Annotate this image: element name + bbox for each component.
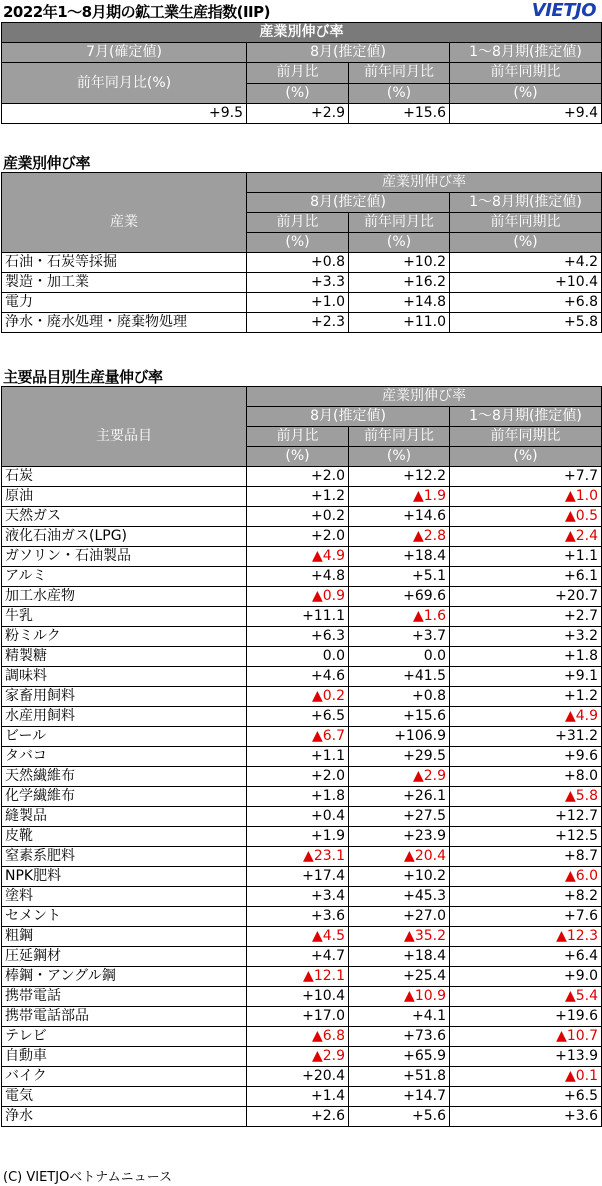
value-mom: +3.4 xyxy=(247,887,349,907)
value-mom: +11.1 xyxy=(247,607,349,627)
summary-table xyxy=(1,22,602,124)
row-name: 棒鋼・アングル鋼 xyxy=(2,967,247,987)
value-yoy: ▲10.9 xyxy=(349,987,450,1007)
value-ytd: ▲0.1 xyxy=(450,1067,602,1087)
pct-label: (%) xyxy=(450,83,602,104)
row-name: 液化石油ガス(LPG) xyxy=(2,527,247,547)
row-name: 携帯電話部品 xyxy=(2,1007,247,1027)
value-mom: +2.6 xyxy=(247,1107,349,1127)
value-ytd: +1.8 xyxy=(450,647,602,667)
value-mom: ▲12.1 xyxy=(247,967,349,987)
row-name: 自動車 xyxy=(2,1047,247,1067)
value-ytd: +7.6 xyxy=(450,907,602,927)
page-title: 2022年1～8月期の鉱工業生産指数(IIP) xyxy=(3,3,270,21)
value-yoy: ▲2.9 xyxy=(349,767,450,787)
value-ytd: +20.7 xyxy=(450,587,602,607)
value-mom: +1.2 xyxy=(247,487,349,507)
row-name: 窒素系肥料 xyxy=(2,847,247,867)
col-ytd: 1～8月期(推定値) xyxy=(450,43,602,63)
value-yoy: +18.4 xyxy=(349,947,450,967)
row-name: 皮靴 xyxy=(2,827,247,847)
value-mom: +4.7 xyxy=(247,947,349,967)
row-name: ビール xyxy=(2,727,247,747)
industry-banner: 産業別伸び率 xyxy=(247,173,602,193)
value-yoy: +23.9 xyxy=(349,827,450,847)
value-yoy: +15.6 xyxy=(349,104,450,124)
value-yoy: +15.6 xyxy=(349,707,450,727)
value-yoy: +4.1 xyxy=(349,1007,450,1027)
row-name: 天然ガス xyxy=(2,507,247,527)
table-row xyxy=(2,1007,602,1027)
value-yoy: +29.5 xyxy=(349,747,450,767)
value-mom: +6.3 xyxy=(247,627,349,647)
row-name: 浄水・廃水処理・廃棄物処理 xyxy=(2,313,247,333)
value-ytd: ▲5.8 xyxy=(450,787,602,807)
col-august: 8月(推定値) xyxy=(247,43,450,63)
value-yoy: +10.2 xyxy=(349,867,450,887)
row-name: 原油 xyxy=(2,487,247,507)
table-row xyxy=(2,887,602,907)
table-row xyxy=(2,707,602,727)
value-yoy: ▲1.9 xyxy=(349,487,450,507)
row-name: 家畜用飼料 xyxy=(2,687,247,707)
value-yoy: +27.5 xyxy=(349,807,450,827)
value-ytd: +3.2 xyxy=(450,627,602,647)
table-row xyxy=(2,1107,602,1127)
col-ytd: 1～8月期(推定値) xyxy=(450,193,602,213)
value-mom: +1.4 xyxy=(247,1087,349,1107)
value-ytd: +10.4 xyxy=(450,273,602,293)
value-ytd: +12.5 xyxy=(450,827,602,847)
table-row xyxy=(2,947,602,967)
table-row xyxy=(2,767,602,787)
col-industry: 産業 xyxy=(2,193,247,253)
summary-banner: 産業別伸び率 xyxy=(2,23,602,43)
items-table xyxy=(1,386,602,1127)
value-yoy: +51.8 xyxy=(349,1067,450,1087)
value-mom: +4.6 xyxy=(247,667,349,687)
table-row xyxy=(2,467,602,487)
row-name: 携帯電話 xyxy=(2,987,247,1007)
value-yoy: +14.6 xyxy=(349,507,450,527)
value-yoy: +10.2 xyxy=(349,253,450,273)
value-mom: +1.0 xyxy=(247,293,349,313)
table-row xyxy=(2,587,602,607)
industry-table xyxy=(1,172,602,333)
value-yoy: +14.7 xyxy=(349,1087,450,1107)
value-mom: +17.4 xyxy=(247,867,349,887)
value-ytd: +8.2 xyxy=(450,887,602,907)
table-row xyxy=(2,1047,602,1067)
value-mom: +1.9 xyxy=(247,827,349,847)
value-yoy: +11.0 xyxy=(349,313,450,333)
row-name: 加工水産物 xyxy=(2,587,247,607)
pct-label: (%) xyxy=(247,447,349,467)
copyright-footer: (C) VIETJOベトナムニュース xyxy=(3,1170,173,1185)
value-ytd: +8.7 xyxy=(450,847,602,867)
row-name: 石炭 xyxy=(2,467,247,487)
value-ytd: +4.2 xyxy=(450,253,602,273)
row-name: NPK肥料 xyxy=(2,867,247,887)
value-yoy: +12.2 xyxy=(349,467,450,487)
table-row xyxy=(2,927,602,947)
table-row xyxy=(2,687,602,707)
row-name: 天然繊維布 xyxy=(2,767,247,787)
value-mom: +6.5 xyxy=(247,707,349,727)
pct-label: (%) xyxy=(349,447,450,467)
value-ytd: ▲10.7 xyxy=(450,1027,602,1047)
value-yoy: +106.9 xyxy=(349,727,450,747)
value-mom: +2.9 xyxy=(247,104,349,124)
row-name: 石油・石炭等採掘 xyxy=(2,253,247,273)
row-name: 化学繊維布 xyxy=(2,787,247,807)
value-yoy: +45.3 xyxy=(349,887,450,907)
table-row xyxy=(2,487,602,507)
value-ytd: +9.6 xyxy=(450,747,602,767)
value-ytd: +13.9 xyxy=(450,1047,602,1067)
value-ytd: +5.8 xyxy=(450,313,602,333)
col-ytd: 1～8月期(推定値) xyxy=(450,407,602,427)
sub-mom: 前月比 xyxy=(247,427,349,447)
value-ytd: +6.8 xyxy=(450,293,602,313)
table-row xyxy=(2,867,602,887)
items-banner: 産業別伸び率 xyxy=(247,387,602,407)
value-ytd: +12.7 xyxy=(450,807,602,827)
value-ytd: +9.4 xyxy=(450,104,602,124)
value-ytd: ▲5.4 xyxy=(450,987,602,1007)
pct-label: (%) xyxy=(450,233,602,253)
sub-yoy: 前年同月比 xyxy=(349,213,450,233)
row-name: タバコ xyxy=(2,747,247,767)
value-mom: +10.4 xyxy=(247,987,349,1007)
value-yoy: +69.6 xyxy=(349,587,450,607)
col-august: 8月(推定値) xyxy=(247,193,450,213)
value-ytd: ▲6.0 xyxy=(450,867,602,887)
value-mom: ▲0.2 xyxy=(247,687,349,707)
table-row xyxy=(2,847,602,867)
sub-yoy: 前年同月比 xyxy=(349,427,450,447)
row-name: テレビ xyxy=(2,1027,247,1047)
value-yoy: ▲35.2 xyxy=(349,927,450,947)
col-august: 8月(推定値) xyxy=(247,407,450,427)
row-name: 水産用飼料 xyxy=(2,707,247,727)
row-name: ガソリン・石油製品 xyxy=(2,547,247,567)
value-mom: +2.0 xyxy=(247,467,349,487)
value-ytd: +9.0 xyxy=(450,967,602,987)
table-row xyxy=(2,1087,602,1107)
value-yoy: +5.1 xyxy=(349,567,450,587)
row-name: 粉ミルク xyxy=(2,627,247,647)
table-row xyxy=(2,987,602,1007)
table-row xyxy=(2,273,602,293)
value-yoy: +3.7 xyxy=(349,627,450,647)
value-ytd: +7.7 xyxy=(450,467,602,487)
value-yoy: +0.8 xyxy=(349,687,450,707)
value-mom: ▲6.7 xyxy=(247,727,349,747)
table-row xyxy=(2,787,602,807)
table-row xyxy=(2,293,602,313)
row-name: 電気 xyxy=(2,1087,247,1107)
value-yoy: +5.6 xyxy=(349,1107,450,1127)
col-july: 7月(確定値) xyxy=(2,43,247,63)
table-row xyxy=(2,607,602,627)
value-ytd: +31.2 xyxy=(450,727,602,747)
value-mom: +2.0 xyxy=(247,527,349,547)
value-mom: +0.8 xyxy=(247,253,349,273)
table-row xyxy=(2,727,602,747)
table-row xyxy=(2,1067,602,1087)
col-item: 主要品目 xyxy=(2,407,247,467)
table-row xyxy=(2,253,602,273)
value-yoy: +26.1 xyxy=(349,787,450,807)
table-row xyxy=(2,567,602,587)
sub-mom: 前月比 xyxy=(247,213,349,233)
value-ytd: +8.0 xyxy=(450,767,602,787)
sub-mom: 前月比 xyxy=(247,63,349,84)
value-mom: +4.8 xyxy=(247,567,349,587)
pct-label: (%) xyxy=(450,447,602,467)
value-mom: +1.1 xyxy=(247,747,349,767)
value-mom: +0.2 xyxy=(247,507,349,527)
value-mom: ▲6.8 xyxy=(247,1027,349,1047)
pct-label: (%) xyxy=(247,83,349,104)
row-name: 牛乳 xyxy=(2,607,247,627)
value-ytd: ▲4.9 xyxy=(450,707,602,727)
value-yoy: +27.0 xyxy=(349,907,450,927)
value-yoy: 0.0 xyxy=(349,647,450,667)
value-yoy: +14.8 xyxy=(349,293,450,313)
table-row xyxy=(2,547,602,567)
value-mom: +3.6 xyxy=(247,907,349,927)
value-ytd: ▲0.5 xyxy=(450,507,602,527)
row-name: 浄水 xyxy=(2,1107,247,1127)
industry-section-title: 産業別伸び率 xyxy=(3,154,91,172)
row-name: バイク xyxy=(2,1067,247,1087)
vietjo-logo: VIETJO xyxy=(531,0,596,21)
value-ytd: +2.7 xyxy=(450,607,602,627)
table-row xyxy=(2,647,602,667)
value-mom: +0.4 xyxy=(247,807,349,827)
table-row xyxy=(2,1027,602,1047)
value-ytd: +6.4 xyxy=(450,947,602,967)
table-row xyxy=(2,313,602,333)
value-mom: +3.3 xyxy=(247,273,349,293)
row-name: 縫製品 xyxy=(2,807,247,827)
value-yoy: +18.4 xyxy=(349,547,450,567)
row-name: 精製糖 xyxy=(2,647,247,667)
table-row xyxy=(2,807,602,827)
value-yoy: ▲20.4 xyxy=(349,847,450,867)
table-row xyxy=(2,967,602,987)
row-name: 粗鋼 xyxy=(2,927,247,947)
value-july: +9.5 xyxy=(2,104,247,124)
row-name: 製造・加工業 xyxy=(2,273,247,293)
value-ytd: ▲2.4 xyxy=(450,527,602,547)
value-mom: +2.0 xyxy=(247,767,349,787)
table-row xyxy=(2,827,602,847)
row-name: 圧延鋼材 xyxy=(2,947,247,967)
value-mom: +20.4 xyxy=(247,1067,349,1087)
value-ytd: +6.1 xyxy=(450,567,602,587)
value-mom: +2.3 xyxy=(247,313,349,333)
value-ytd: +19.6 xyxy=(450,1007,602,1027)
value-yoy: +25.4 xyxy=(349,967,450,987)
value-yoy: ▲1.6 xyxy=(349,607,450,627)
value-yoy: +16.2 xyxy=(349,273,450,293)
sub-july-yoy: 前年同月比(%) xyxy=(2,63,247,104)
sub-ytd: 前年同期比 xyxy=(450,213,602,233)
table-row xyxy=(2,627,602,647)
value-ytd: +1.2 xyxy=(450,687,602,707)
value-mom: +17.0 xyxy=(247,1007,349,1027)
pct-label: (%) xyxy=(349,233,450,253)
pct-label: (%) xyxy=(247,233,349,253)
table-row xyxy=(2,747,602,767)
row-name: 電力 xyxy=(2,293,247,313)
value-mom: ▲4.9 xyxy=(247,547,349,567)
value-mom: ▲4.5 xyxy=(247,927,349,947)
row-name: アルミ xyxy=(2,567,247,587)
table-row xyxy=(2,507,602,527)
value-ytd: +1.1 xyxy=(450,547,602,567)
table-row xyxy=(2,907,602,927)
value-ytd: ▲1.0 xyxy=(450,487,602,507)
pct-label: (%) xyxy=(349,83,450,104)
value-yoy: +41.5 xyxy=(349,667,450,687)
value-mom: ▲2.9 xyxy=(247,1047,349,1067)
table-row xyxy=(2,667,602,687)
value-ytd: +9.1 xyxy=(450,667,602,687)
value-ytd: +3.6 xyxy=(450,1107,602,1127)
row-name: 塗料 xyxy=(2,887,247,907)
value-mom: +1.8 xyxy=(247,787,349,807)
items-section-title: 主要品目別生産量伸び率 xyxy=(3,368,163,386)
value-yoy: +73.6 xyxy=(349,1027,450,1047)
value-ytd: ▲12.3 xyxy=(450,927,602,947)
value-mom: ▲23.1 xyxy=(247,847,349,867)
sub-yoy: 前年同月比 xyxy=(349,63,450,84)
value-mom: 0.0 xyxy=(247,647,349,667)
sub-ytd: 前年同期比 xyxy=(450,427,602,447)
value-yoy: ▲2.8 xyxy=(349,527,450,547)
table-row xyxy=(2,527,602,547)
value-ytd: +6.5 xyxy=(450,1087,602,1107)
value-yoy: +65.9 xyxy=(349,1047,450,1067)
row-name: 調味料 xyxy=(2,667,247,687)
sub-ytd: 前年同期比 xyxy=(450,63,602,84)
row-name: セメント xyxy=(2,907,247,927)
value-mom: ▲0.9 xyxy=(247,587,349,607)
